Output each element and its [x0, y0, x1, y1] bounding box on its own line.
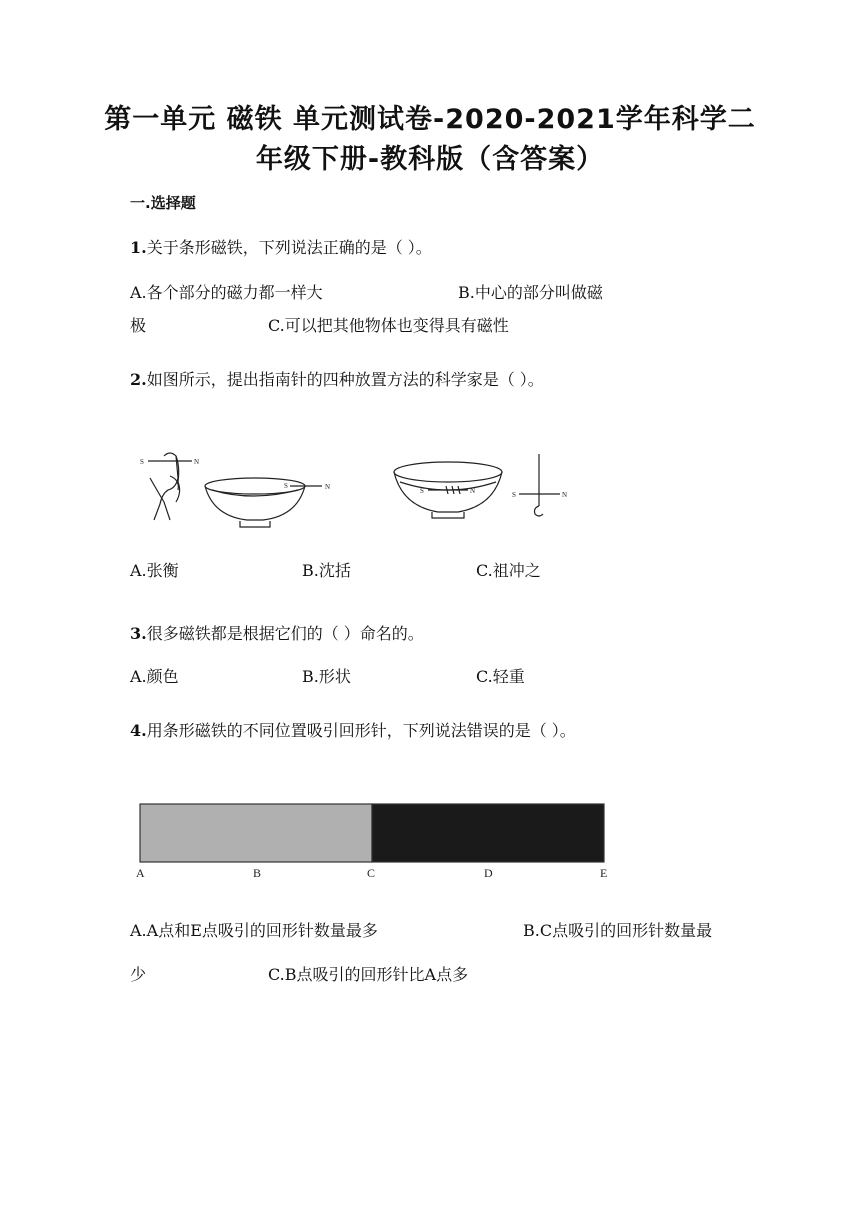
- bar-label-a: A: [136, 866, 145, 880]
- bar-label-c: C: [367, 866, 376, 880]
- q4-option-b-wrap: 少: [130, 965, 147, 984]
- question-number: 1.: [130, 238, 147, 257]
- bar-magnet-dark-half: [372, 804, 604, 862]
- bar-label-d: D: [484, 866, 493, 880]
- label-s: S: [284, 482, 288, 490]
- q1-option-b: B.中心的部分叫做磁: [458, 283, 603, 302]
- water-float-compass-illustration: [394, 462, 502, 518]
- q1-option-b-wrap: 极: [130, 316, 147, 335]
- question-3: [130, 621, 424, 644]
- q4-option-b: B.C点吸引的回形针数量最: [523, 921, 713, 940]
- fingernail-compass-illustration: [148, 453, 192, 520]
- bar-label-e: E: [600, 866, 608, 880]
- q4-option-a: A.A点和E点吸引的回形针数量最多: [130, 921, 378, 940]
- question-number: 3.: [130, 624, 147, 643]
- q3-option-a: A.颜色: [130, 667, 179, 686]
- label-n: N: [325, 483, 331, 491]
- q4-option-c: C.B点吸引的回形针比A点多: [268, 965, 469, 984]
- q3-option-c: C.轻重: [476, 667, 525, 686]
- title-line-2: 年级下册-教科版（含答案）: [255, 144, 605, 175]
- label-s: S: [420, 487, 424, 495]
- question-text: 很多磁铁都是根据它们的（ ）命名的。: [146, 624, 424, 643]
- label-n: N: [470, 487, 476, 495]
- label-n: N: [562, 491, 568, 499]
- question-text: 关于条形磁铁，下列说法正确的是（ ）。: [146, 238, 432, 257]
- q1-option-c: C.可以把其他物体也变得具有磁性: [268, 316, 509, 335]
- thread-suspension-compass-illustration: [519, 454, 560, 516]
- label-n: N: [194, 458, 200, 466]
- bowl-rim-compass-illustration: [205, 478, 322, 527]
- bar-magnet-light-half: [140, 804, 372, 862]
- question-text: 用条形磁铁的不同位置吸引回形针，下列说法错误的是（ ）。: [146, 721, 576, 740]
- label-s: S: [512, 491, 516, 499]
- section-heading: 一.选择题: [130, 194, 196, 212]
- bar-magnet-figure: [130, 800, 620, 882]
- page-title: [60, 100, 800, 180]
- q3-option-b: B.形状: [302, 667, 351, 686]
- q2-option-b: B.沈括: [302, 561, 351, 580]
- q1-option-a: A.各个部分的磁力都一样大: [130, 283, 323, 302]
- title-line-1: 第一单元 磁铁 单元测试卷-2020-2021学年科学二: [104, 104, 756, 135]
- question-text: 如图所示，提出指南针的四种放置方法的科学家是（ ）。: [146, 370, 544, 389]
- compass-figure: [130, 448, 580, 530]
- question-number: 4.: [130, 721, 147, 740]
- label-s: S: [140, 458, 144, 466]
- question-number: 2.: [130, 370, 147, 389]
- q2-option-c: C.祖冲之: [476, 561, 541, 580]
- q2-option-a: A.张衡: [130, 561, 179, 580]
- question-2: [130, 367, 544, 390]
- question-1: [130, 235, 432, 258]
- question-4: [130, 718, 576, 741]
- bar-label-b: B: [253, 866, 262, 880]
